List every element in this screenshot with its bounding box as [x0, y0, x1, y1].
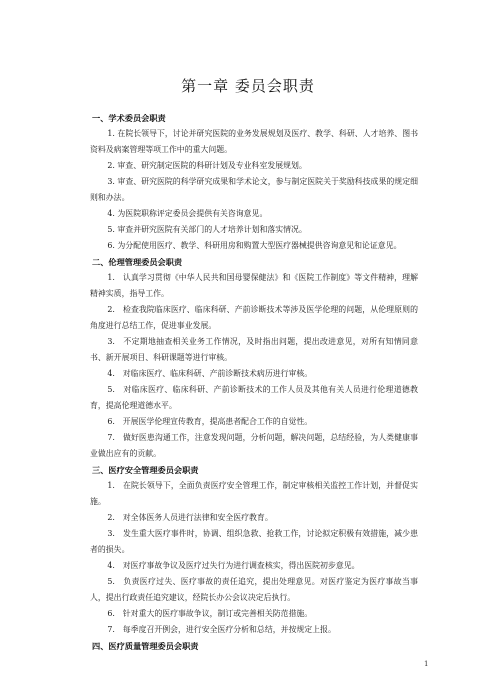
- section-safety-committee: [90, 462, 418, 638]
- list-item: 4. 对临床医疗、临床科研、产前诊断技术病历进行审核。: [107, 369, 313, 378]
- list-item: 1. 认真学习贯彻《中华人民共和国母婴保健法》和《医院工作制度》等文件精神，理解精神实质，指导工作。: [90, 273, 418, 298]
- list-item: 5. 对临床医疗、临床科研、产前诊断技术的工作人员及其他有关人员进行伦理道德教育，提高伦理道德水平。: [90, 385, 418, 410]
- list-item: 7. 做好医患沟通工作，注意发现问题，分析问题，解决问题，总结经验，为人类健康事业做出应有的贡献。: [90, 433, 418, 458]
- list-item: 4. 对医疗事故争议及医疗过失行为进行调查核实，得出医院初步意见。: [107, 561, 360, 570]
- list-item: 2. 审查、研究制定医院的科研计划及专业科室发展规划。: [107, 161, 307, 170]
- list-item: 5. 负责医疗过失、医疗事故的责任追究，提出处理意见。对医疗鉴定为医疗事故当事人，提出行政责任追究建议，经院长办公会议决定后执行。: [90, 577, 418, 602]
- section-heading: 三、医疗安全管理委员会职责: [92, 465, 199, 475]
- section-ethics-committee: [90, 254, 418, 462]
- list-item: 1. 在院长领导下，讨论并研究医院的业务发展规划及医疗、教学、科研、人才培养、图书资料及病案管理等项工作中的重大问题。: [90, 129, 418, 154]
- section-academic-committee: [90, 110, 418, 254]
- document-body: [90, 110, 418, 654]
- section-heading: 四、医疗质量管理委员会职责: [92, 641, 199, 651]
- list-item: 3. 审查、研究医院的科学研究成果和学术论文，参与制定医院关于奖励科技成果的规定细则和办法。: [90, 177, 418, 202]
- list-item: 2. 对全体医务人员进行法律和安全医疗教育。: [107, 513, 273, 522]
- list-item: 5. 审查并研究医院有关部门的人才培养计划和落实情况。: [107, 225, 307, 234]
- list-item: 7. 每季度召开例会，进行安全医疗分析和总结，并按规定上报。: [107, 625, 336, 634]
- page-number: 1: [424, 660, 429, 668]
- list-item: 4. 为医院职称评定委员会提供有关咨询意见。: [107, 209, 268, 218]
- section-heading: 一、学术委员会职责: [92, 113, 166, 123]
- chapter-title: 第一章 委员会职责: [181, 77, 315, 95]
- section-quality-committee: [90, 638, 418, 654]
- list-item: 1. 在院长领导下，全面负责医疗安全管理工作，制定审核相关监控工作计划，并督促实施。: [90, 481, 418, 506]
- section-heading: 二、伦理管理委员会职责: [92, 257, 183, 267]
- list-item: 3. 发生重大医疗事件时，协调、组织急救、抢救工作，讨论拟定积极有效措施，减少患者的损失。: [90, 529, 418, 554]
- list-item: 6. 针对重大的医疗事故争议，制订或完善相关防范措施。: [107, 609, 313, 618]
- list-item: 3. 不定期地抽查相关业务工作情况，及时指出问题，提出改进意见，对所有知情同意书、新开展项目、科研课题等进行审核。: [90, 337, 418, 362]
- list-item: 6. 开展医学伦理宣传教育，提高患者配合工作的自觉性。: [107, 417, 313, 426]
- list-item: 2. 检查我院临床医疗、临床科研、产前诊断技术等涉及医学伦理的问题，从伦理原则的角度进行总结工作，促进事业发展。: [90, 305, 418, 330]
- list-item: 6. 为分配使用医疗、教学、科研用房和购置大型医疗器械提供咨询意见和论证意见。: [107, 241, 402, 250]
